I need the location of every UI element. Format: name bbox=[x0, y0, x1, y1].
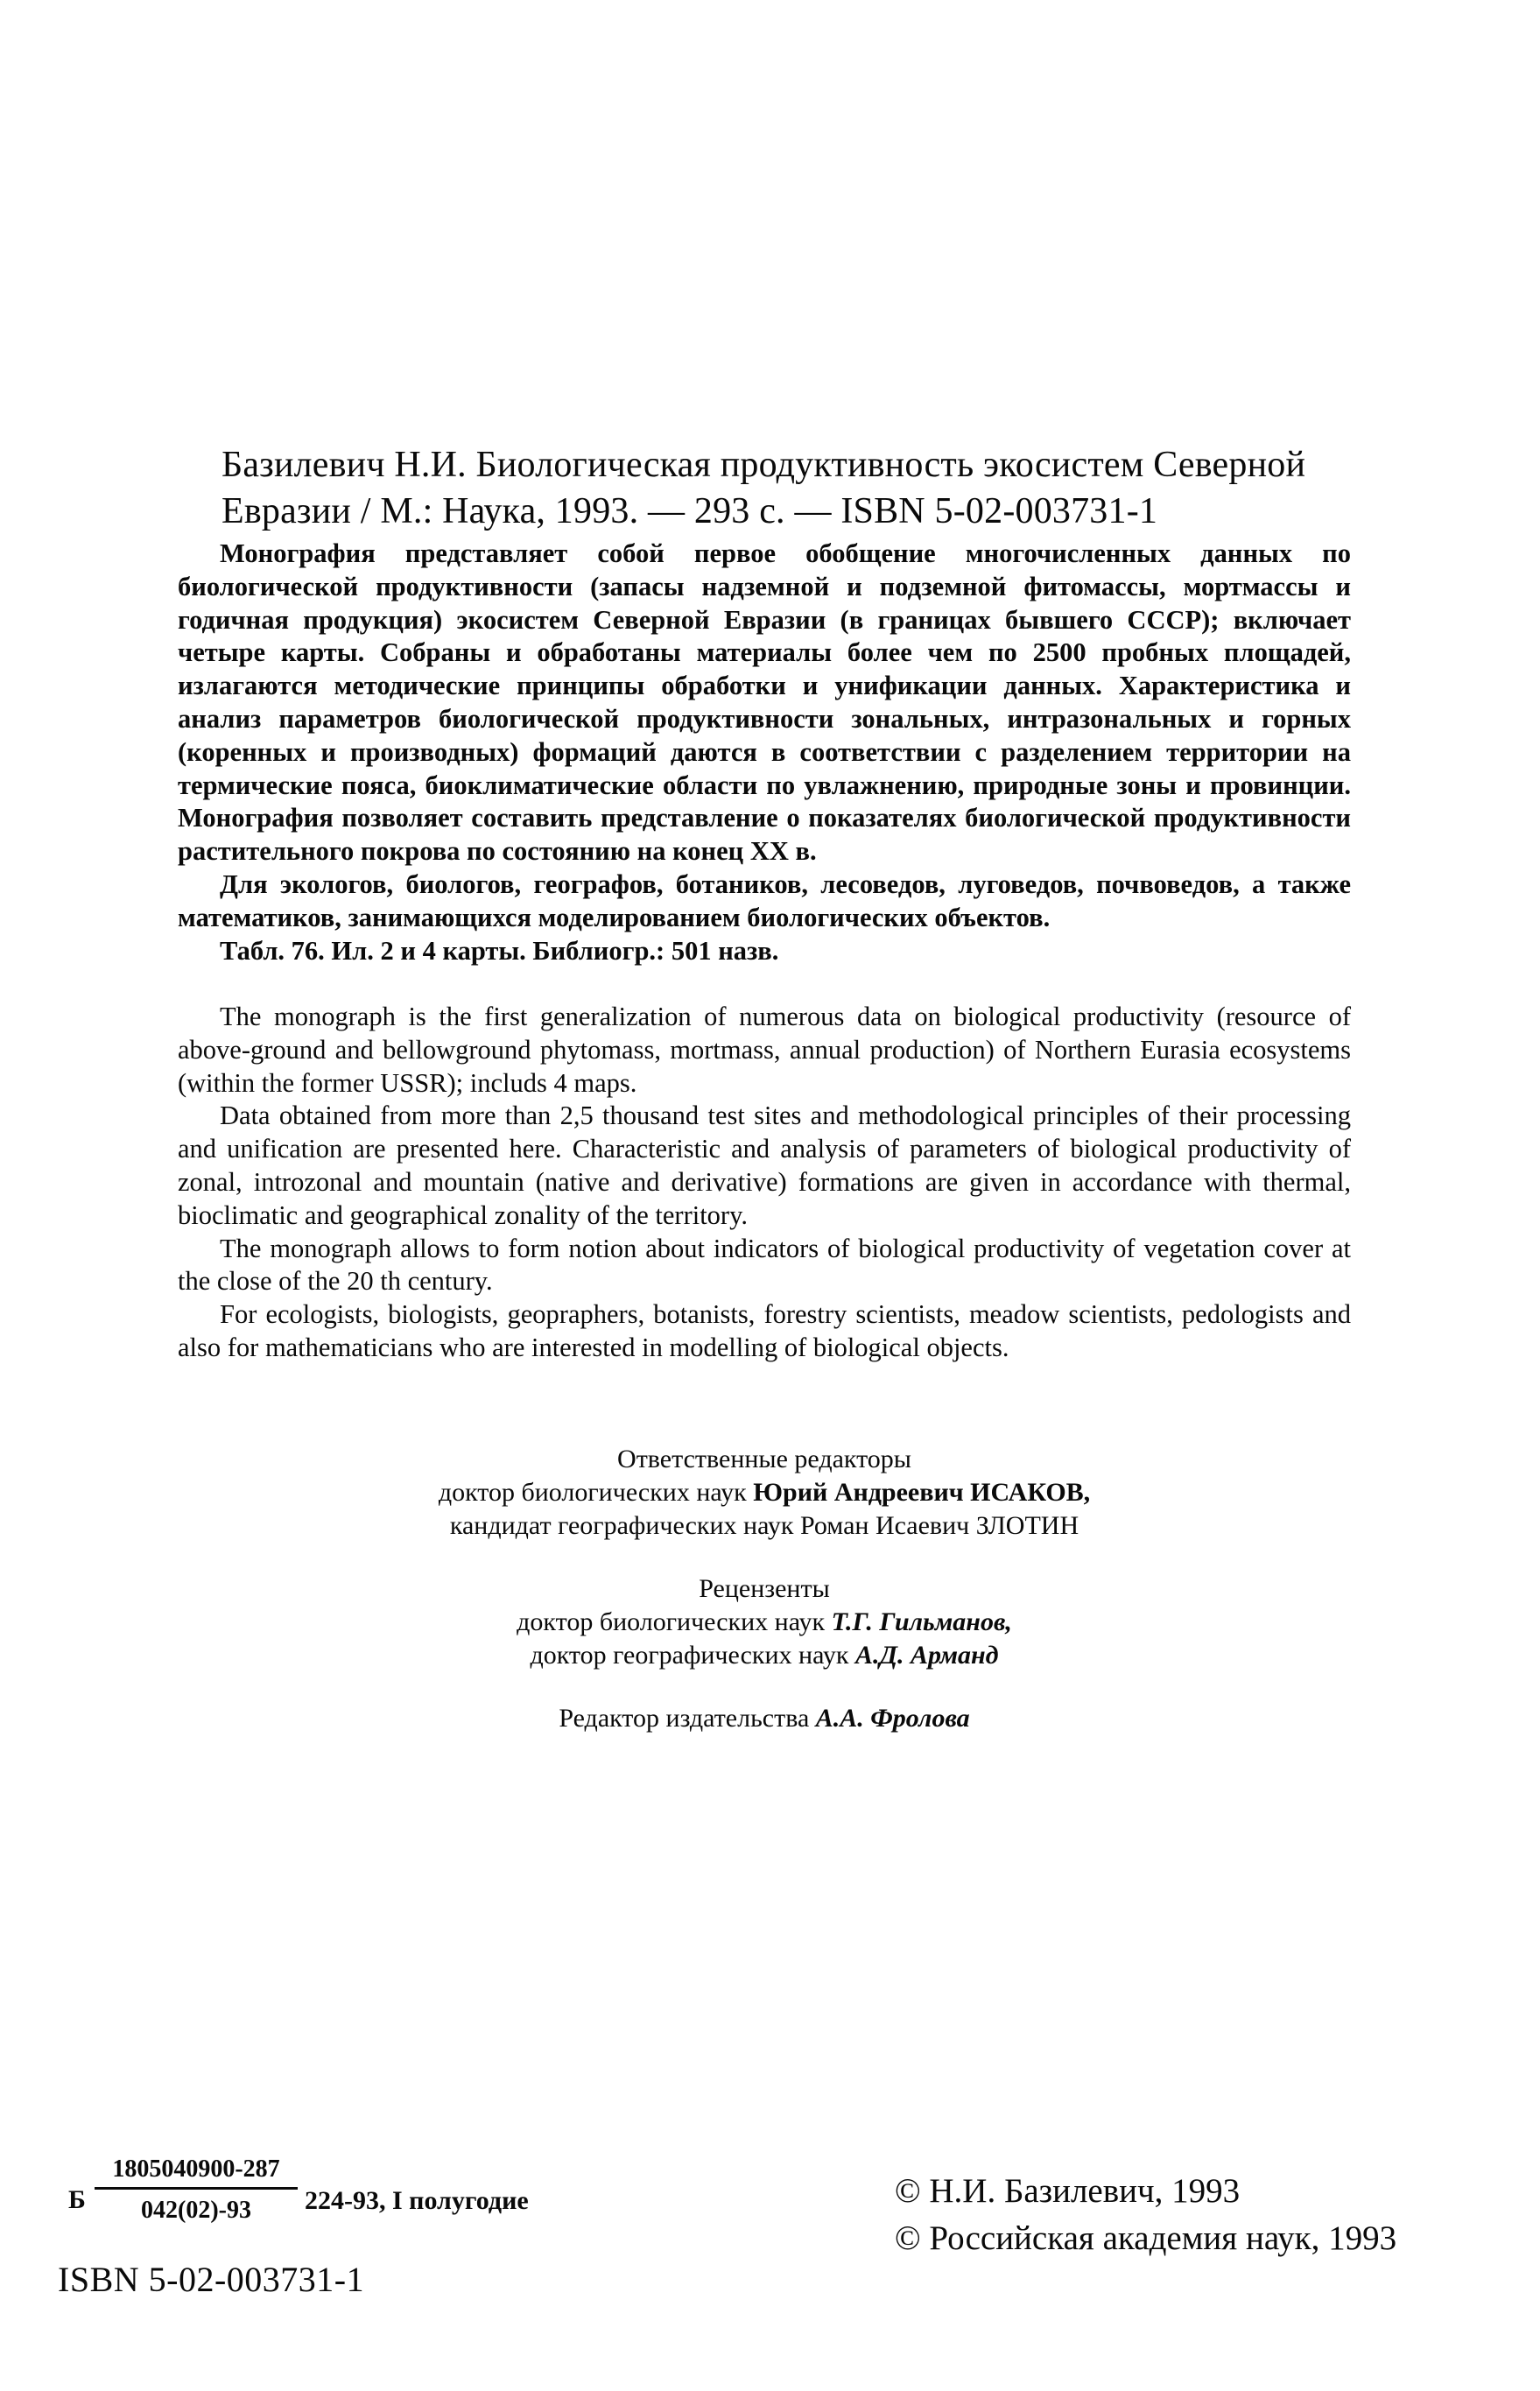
annotation-ru-audience: Для экологов, биологов, географов, ботаников, лесоведов, луговедов, почвоведов, а также математиков, занимающихся моделированием биологических объектов. bbox=[178, 868, 1351, 932]
biblio-line-2: Евразии / М.: Наука, 1993. — 293 с. — ISBN 5-02-003731-1 bbox=[222, 491, 1158, 531]
editors-title: Ответственные редакторы bbox=[617, 1445, 911, 1473]
publisher-editor-group bbox=[178, 1702, 1351, 1735]
imprint-tail: 224-93, I полугодие bbox=[305, 2186, 529, 2215]
imprint-numerator: 1805040900-287 bbox=[95, 2155, 298, 2190]
reviewer-1 bbox=[178, 1606, 1351, 1639]
reviewer-1-degree: доктор биологических наук bbox=[517, 1607, 832, 1636]
editors-group bbox=[178, 1443, 1351, 1543]
bibliographic-record bbox=[222, 442, 1351, 535]
publisher-editor-role: Редактор издательства bbox=[559, 1704, 816, 1733]
annotation-en-paragraph-4: For ecologists, biologists, geoprаphers, botanists, forestry scientists, meadow scientists, pedologists and also for mathematicians who are interested in modelling of biological objects. bbox=[178, 1299, 1351, 1362]
editor-2-degree: кандидат географических наук bbox=[449, 1511, 800, 1540]
imprint-letter: Б bbox=[68, 2185, 86, 2214]
copyright-author: © Н.И. Базилевич, 1993 bbox=[895, 2172, 1241, 2210]
biblio-line-1: Базилевич Н.И. Биологическая продуктивность экосистем Северной bbox=[222, 445, 1306, 485]
imprint-fraction bbox=[95, 2155, 298, 2225]
imprint-denominator: 042(02)-93 bbox=[141, 2197, 251, 2224]
reviewer-2-degree: доктор географических наук bbox=[530, 1641, 855, 1670]
isbn-number: ISBN 5-02-003731-1 bbox=[58, 2260, 365, 2299]
editor-1 bbox=[178, 1476, 1351, 1509]
publisher-editor-name: А.А. Фролова bbox=[815, 1704, 970, 1733]
annotation-ru-paragraph: Монография представляет собой первое обобщение многочисленных данных по биологической продуктивности (запасы надземной и подземной фитомассы, мортмассы и годичная продукция) экосистем Северной Евразии (в границах бывшего СССР); включает четыре карты. Собраны и обработаны материалы более чем по 2500 пробных площадей, излагаются методические принципы обработки и унификации данных. Характеристика и анализ параметров биологической продуктивности зональных, интразональных и горных (коренных и производных) формаций даются в соответствии с разделением территории на термические пояса, биоклиматические области по увлажнению, природные зоны и провинции. Монография позволяет составить представление о показателях биологической продуктивности растительного покрова по состоянию на конец XX в. bbox=[178, 538, 1351, 867]
annotation-english bbox=[178, 1001, 1351, 1365]
annotation-russian bbox=[178, 538, 1351, 967]
annotation-en-paragraph-3: The monograph allows to form notion about indicators of biological productivity of vegetation cover at the close of the 20 th century. bbox=[178, 1233, 1351, 1297]
reviewers-title: Рецензенты bbox=[699, 1574, 830, 1603]
reviewers-group bbox=[178, 1572, 1351, 1672]
annotation-ru-stats: Табл. 76. Ил. 2 и 4 карты. Библиогр.: 501 назв. bbox=[220, 935, 779, 966]
copyright-block bbox=[895, 2168, 1396, 2262]
annotation-en-paragraph-1: The monograph is the first generalization of numerous data on biological productivity (resource of above-ground and bellowground phytomass, mortmass, annual production) of Northern Eurasia ecosystems (within the former USSR); includs 4 maps. bbox=[178, 1002, 1351, 1098]
reviewer-2-name: А.Д. Арманд bbox=[854, 1641, 999, 1670]
editor-1-degree: доктор биологических наук bbox=[438, 1478, 754, 1507]
annotation-en-paragraph-2: Data obtained from more than 2,5 thousand test sites and methodological principles of their processing and unification are presented here. Characteristic and analysis of parameters of biological productivity of zonal, introzonal and mountain (native and derivative) formations are given in accordance with thermal, bioclimatic and geographical zonality of the territory. bbox=[178, 1101, 1351, 1230]
copyright-academy: © Российская академия наук, 1993 bbox=[895, 2219, 1397, 2257]
credits-block bbox=[178, 1443, 1351, 1765]
reviewer-1-name: Т.Г. Гильманов, bbox=[831, 1607, 1012, 1636]
editor-2-name: Роман Исаевич ЗЛОТИН bbox=[799, 1511, 1079, 1540]
reviewer-2 bbox=[178, 1639, 1351, 1672]
editor-1-name: Юрий Андреевич ИСАКОВ, bbox=[753, 1478, 1091, 1507]
publisher-editor bbox=[178, 1702, 1351, 1735]
editor-2 bbox=[178, 1509, 1351, 1543]
